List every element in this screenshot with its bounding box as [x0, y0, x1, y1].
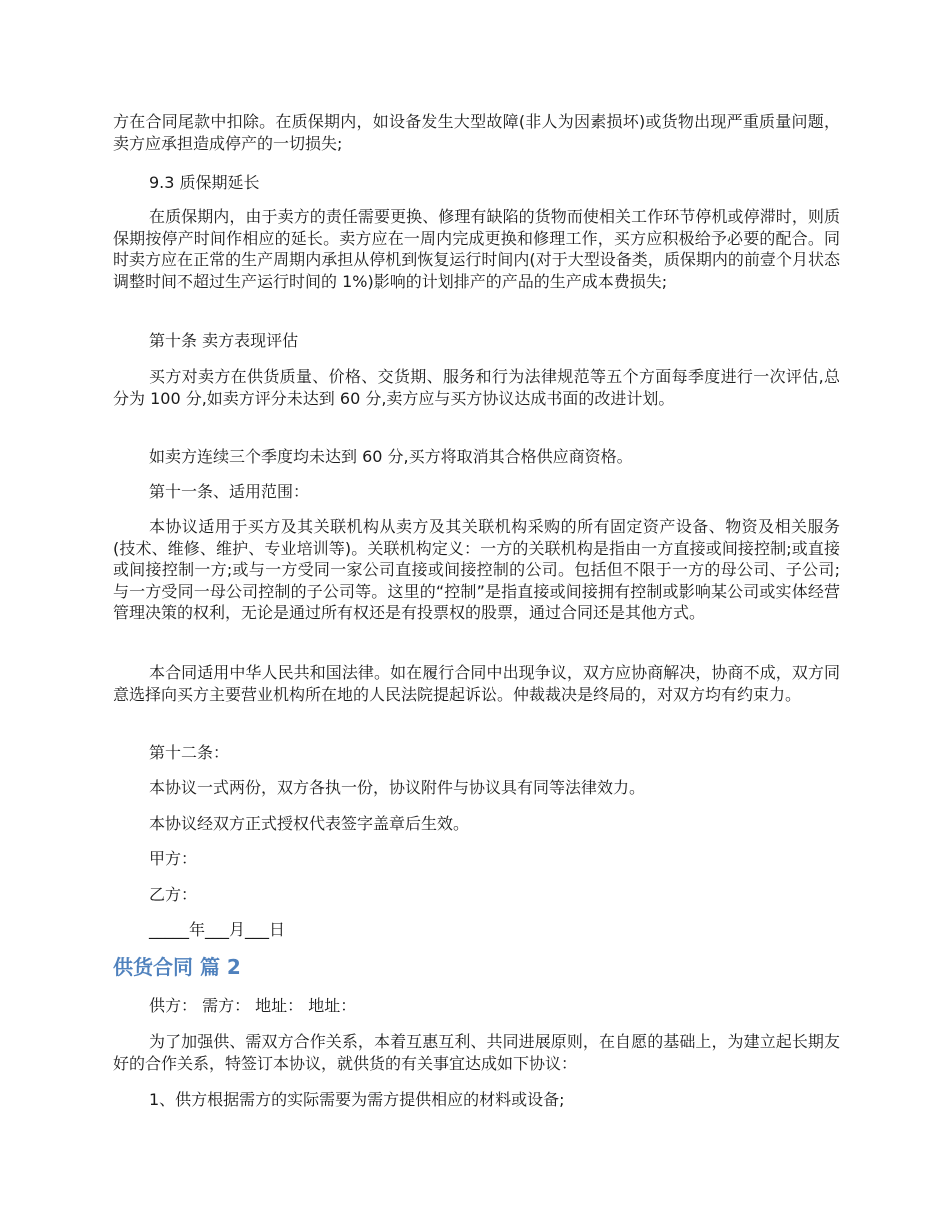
- paragraph-scope-affiliates: 本协议适用于买方及其关联机构从卖方及其关联机构采购的所有固定资产设备、物资及相关服务(技术、维修、维护、专业培训等)。关联机构定义：一方的关联机构是指由一方直接或间接控制;或直接或间接控制一方;或与一方受同一家公司直接或间接控制的公司。包括但不限于一方的母公司、子公司;与一方受同一母公司控制的子公司等。这里的“控制”是指直接或间接拥有控制或影响某公司或实体经营管理决策的权利，无论是通过所有权还是有投票权的股票，通过合同还是其他方式。: [113, 517, 840, 622]
- paragraph-parties: 供方： 需方： 地址： 地址：: [149, 996, 357, 1015]
- article-12-title: 第十二条：: [149, 743, 230, 762]
- paragraph-seller-evaluation: 买方对卖方在供货质量、价格、交货期、服务和行为法律规范等五个方面每季度进行一次评估,总分为 100 分,如卖方评分未达到 60 分,卖方应与买方协议达成书面的改进计划。: [113, 367, 840, 408]
- party-a-label: 甲方：: [149, 849, 198, 868]
- section-heading: 供货合同 篇 2: [113, 955, 241, 979]
- paragraph-effective: 本协议经双方正式授权代表签字盖章后生效。: [149, 814, 470, 833]
- party-b-label: 乙方：: [149, 885, 198, 904]
- paragraph-warranty-extension: 在质保期内，由于卖方的责任需要更换、修理有缺陷的货物而使相关工作环节停机或停滞时，则质保期按停产时间作相应的延长。卖方应在一周内完成更换和修理工作，买方应积极给予必要的配合。同时卖方应在正常的生产周期内承担从停机到恢复运行时间内(对于大型设备类，质保期内的前壹个月状态调整时间不超过生产运行时间的 1%)影响的计划排产的产品的生产成本费损失;: [113, 207, 840, 291]
- paragraph-item-1: 1、供方根据需方的实际需要为需方提供相应的材料或设备;: [149, 1090, 565, 1109]
- date-line: _____年___月___日: [149, 920, 286, 939]
- paragraph-purpose: 为了加强供、需双方合作关系，本着互惠互利、共同进展原则，在自愿的基础上，为建立起长期友好的合作关系，特签订本协议，就供货的有关事宜达成如下协议：: [113, 1032, 840, 1073]
- paragraph-copies: 本协议一式两份，双方各执一份，协议附件与协议具有同等法律效力。: [149, 778, 646, 797]
- paragraph-governing-law: 本合同适用中华人民共和国法律。如在履行合同中出现争议，双方应协商解决，协商不成，双方同意选择向买方主要营业机构所在地的人民法院提起诉讼。仲裁裁决是终局的，对双方均有约束力。: [113, 663, 840, 704]
- paragraph-supplier-disqualification: 如卖方连续三个季度均未达到 60 分,买方将取消其合格供应商资格。: [149, 447, 633, 466]
- paragraph-warranty-loss: 方在合同尾款中扣除。在质保期内，如设备发生大型故障(非人为因素损坏)或货物出现严重质量问题，卖方应承担造成停产的一切损失;: [113, 112, 840, 153]
- article-10-title: 第十条 卖方表现评估: [149, 331, 299, 350]
- clause-9-3-title: 9.3 质保期延长: [149, 173, 260, 192]
- article-11-title: 第十一条、适用范围：: [149, 482, 310, 501]
